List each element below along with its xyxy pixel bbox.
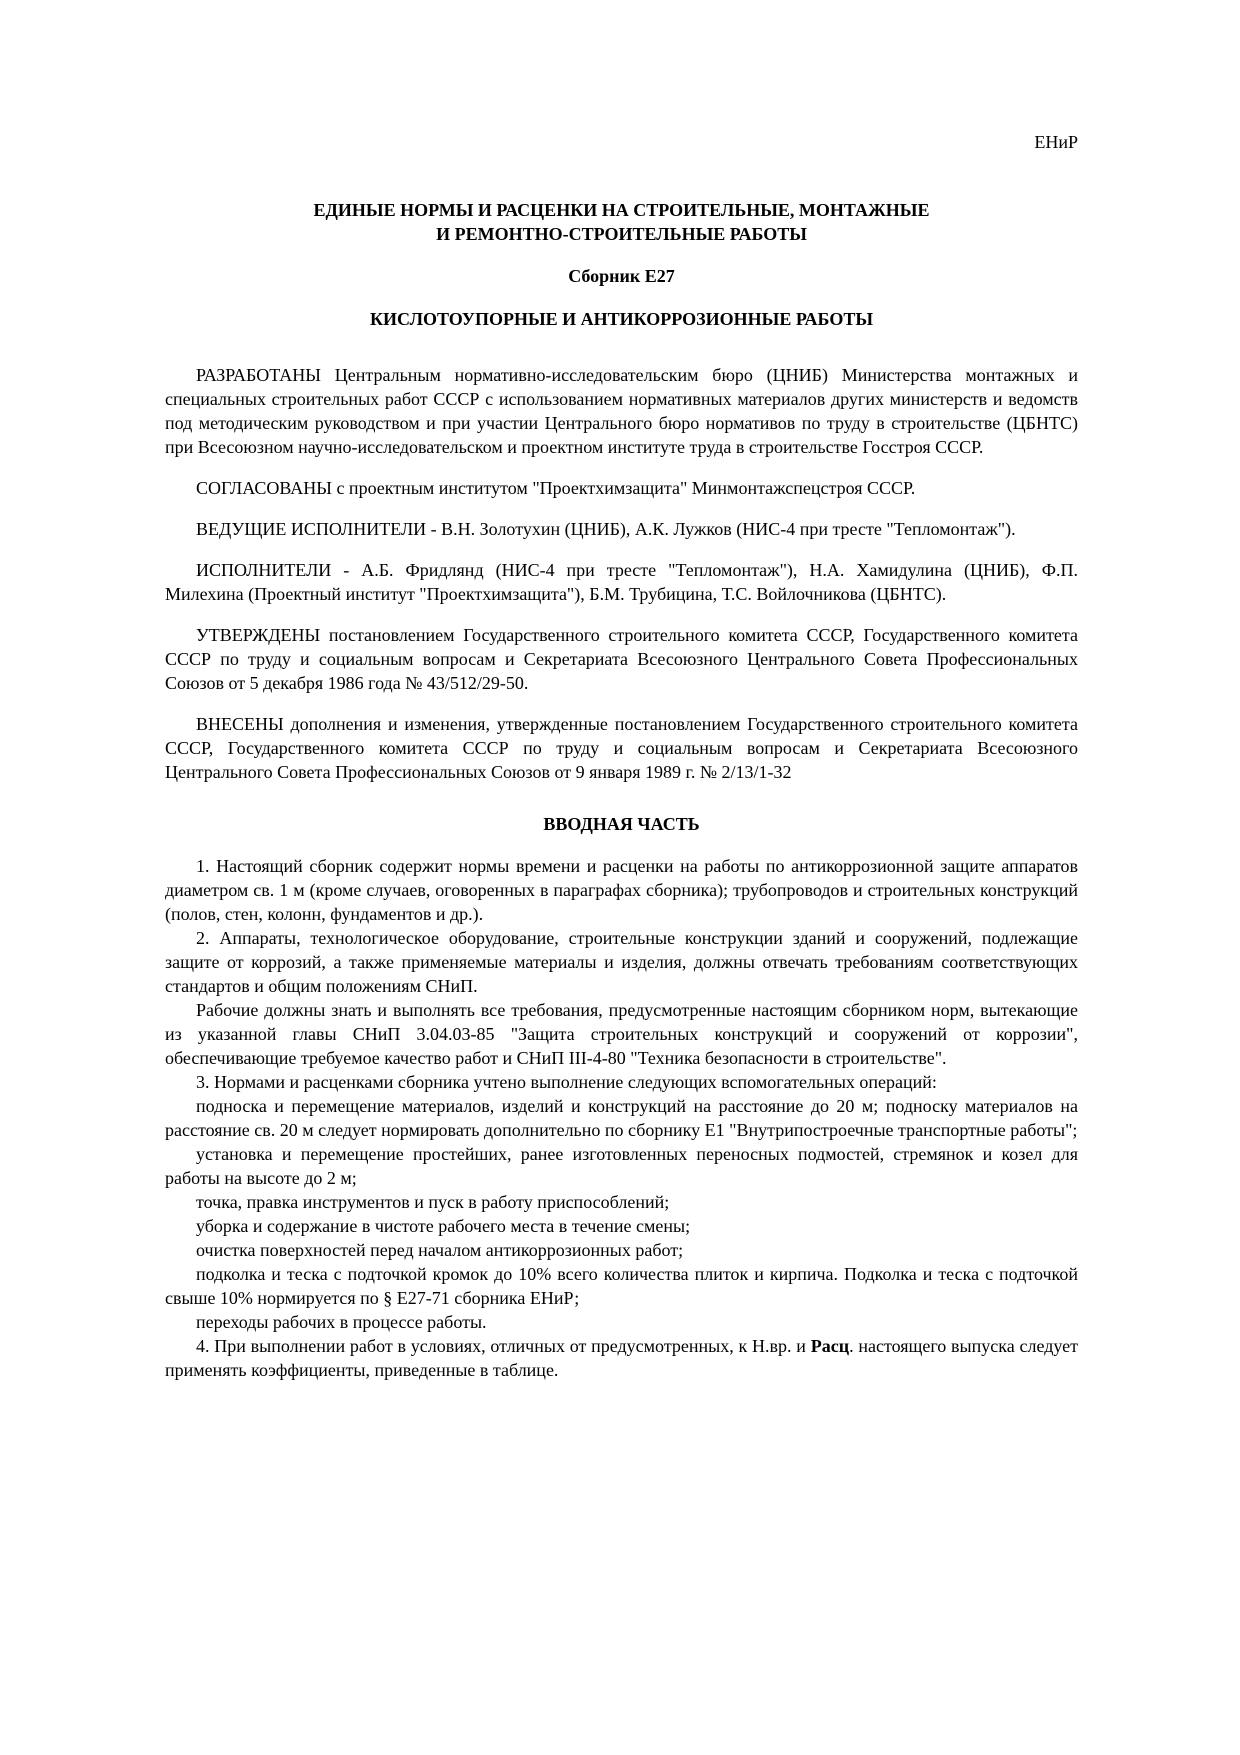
intro-paragraph-6: установка и перемещение простейших, ранее изготовленных переносных подмостей, стремянок и козел для работы на высоте до 2 м;	[165, 1144, 1078, 1188]
intro-paragraph-12-bold-term: Расц	[810, 1336, 850, 1356]
intro-paragraph-5: подноска и перемещение материалов, изделий и конструкций на расстояние до 20 м; подноску материалов на расстояние св. 20 м следует нормировать дополнительно по сборнику Е1 "Внутрипостроечные транспортные работы";	[165, 1096, 1078, 1140]
intro-paragraph-3: Рабочие должны знать и выполнять все требования, предусмотренные настоящим сборником норм, вытекающие из указанной главы СНиП 3.04.03-85 "Защита строительных конструкций и сооружений от коррозии", обеспечивающие требуемое качество работ и СНиП III-4-80 "Техника безопасности в строительстве".	[165, 1000, 1078, 1068]
paragraph-ispolniteli: ИСПОЛНИТЕЛИ - А.Б. Фридлянд (НИС-4 при тресте "Тепломонтаж"), Н.А. Хамидулина (ЦНИБ), Ф.П. Милехина (Проектный институт "Проектхимзащита"), Б.М. Трубицина, Т.С. Войлочникова (ЦБНТС).	[165, 560, 1078, 604]
subject-heading: КИСЛОТОУПОРНЫЕ И АНТИКОРРОЗИОННЫЕ РАБОТЫ	[370, 309, 873, 329]
doc-code-label: ЕНиР	[1034, 132, 1078, 152]
intro-paragraph-12-part1: 4. При выполнении работ в условиях, отличных от предусмотренных, к Н.вр. и	[196, 1336, 811, 1356]
paragraph-utverzhdeny: УТВЕРЖДЕНЫ постановлением Государственного строительного комитета СССР, Государственного комитета СССР по труду и социальным вопросам и Секретариата Всесоюзного Центрального Совета Профессиональных Союзов от 5 декабря 1986 года № 43/512/29-50.	[165, 625, 1078, 693]
document-title-line2: И РЕМОНТНО-СТРОИТЕЛЬНЫЕ РАБОТЫ	[436, 224, 807, 244]
paragraph-vedushchie-ispolniteli: ВЕДУЩИЕ ИСПОЛНИТЕЛИ - В.Н. Золотухин (ЦНИБ), А.К. Лужков (НИС-4 при тресте "Тепломонтаж").	[196, 519, 1016, 539]
paragraph-vneseny: ВНЕСЕНЫ дополнения и изменения, утвержденные постановлением Государственного строительного комитета СССР, Государственного комитета СССР по труду и социальным вопросам и Секретариата Всесоюзного Центрального Совета Профессиональных Союзов от 9 января 1989 г. № 2/13/1-32	[165, 714, 1078, 782]
intro-paragraph-2: 2. Аппараты, технологическое оборудование, строительные конструкции зданий и сооружений, подлежащие защите от коррозий, а также применяемые материалы и изделия, должны отвечать требованиям соответствующих стандартов и общим положениям СНиП.	[165, 928, 1078, 996]
intro-paragraph-4: 3. Нормами и расценками сборника учтено выполнение следующих вспомогательных операций:	[196, 1072, 937, 1092]
document-title	[165, 198, 1078, 246]
intro-paragraph-7: точка, правка инструментов и пуск в работу приспособлений;	[196, 1192, 670, 1212]
intro-paragraph-12-part2: . настоящего выпуска следует применять коэффициенты, приведенные в таблице.	[165, 1336, 1079, 1380]
intro-paragraph-1: 1. Настоящий сборник содержит нормы времени и расценки на работы по антикоррозионной защите аппаратов диаметром св. 1 м (кроме случаев, оговоренных в параграфах сборника); трубопроводов и строительных конструкций (полов, стен, колонн, фундаментов и др.).	[165, 856, 1078, 924]
intro-paragraph-8: уборка и содержание в чистоте рабочего места в течение смены;	[196, 1216, 691, 1236]
volume-heading: Сборник Е27	[568, 266, 675, 286]
paragraph-soglasovany: СОГЛАСОВАНЫ с проектным институтом "Проектхимзащита" Минмонтажспецстроя СССР.	[196, 478, 916, 498]
intro-paragraph-10: подколка и теска с подточкой кромок до 10% всего количества плиток и кирпича. Подколка и теска с подточкой свыше 10% нормируется по § Е27-71 сборника ЕНиР;	[165, 1264, 1078, 1308]
intro-paragraph-9: очистка поверхностей перед началом антикоррозионных работ;	[196, 1240, 684, 1260]
intro-paragraph-11: переходы рабочих в процессе работы.	[196, 1312, 487, 1332]
intro-heading: ВВОДНАЯ ЧАСТЬ	[543, 814, 700, 834]
paragraph-razrabotany: РАЗРАБОТАНЫ Центральным нормативно-исследовательским бюро (ЦНИБ) Министерства монтажных и специальных строительных работ СССР с использованием нормативных материалов других министерств и ведомств под методическим руководством и при участии Центрального бюро нормативов по труду в строительстве (ЦБНТС) при Всесоюзном научно-исследовательском и проектном институте труда в строительстве Госстроя СССР.	[165, 365, 1078, 457]
intro-paragraph-12	[165, 1334, 1078, 1382]
document-title-line1: ЕДИНЫЕ НОРМЫ И РАСЦЕНКИ НА СТРОИТЕЛЬНЫЕ, МОНТАЖНЫЕ	[313, 200, 930, 220]
